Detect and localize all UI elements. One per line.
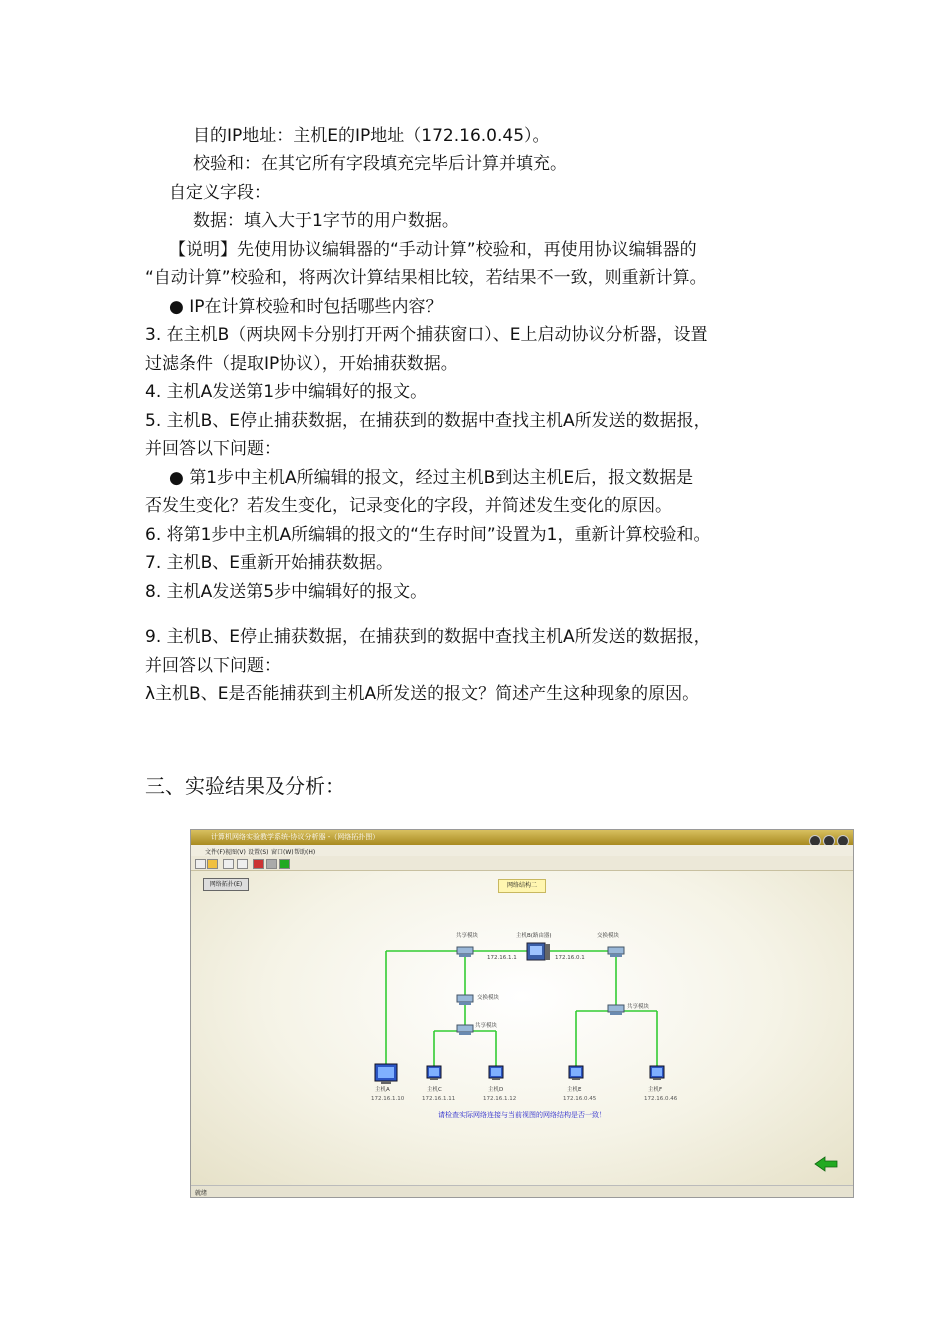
host-d-computer[interactable] (489, 1066, 503, 1080)
node-label: 交换模块 (597, 933, 620, 939)
text-line: “自动计算”校验和，将两次计算结果相比较，若结果不一致，则重新计算。 (145, 268, 707, 288)
address-label: 172.16.0.46 (644, 1096, 678, 1102)
address-label: 172.16.1.10 (371, 1096, 405, 1102)
text-line: 9. 主机B、E停止捕获数据，在捕获到的数据中查找主机A所发送的数据报， (145, 627, 711, 647)
status-bar (191, 1185, 853, 1197)
host-f-computer[interactable] (650, 1066, 664, 1080)
switch-module-mid[interactable] (457, 995, 473, 1005)
window-title: 计算机网络实验教学系统-协议分析器 -（网络拓扑图） (211, 833, 380, 841)
node-label: 主机C (427, 1087, 442, 1093)
host-a-computer[interactable] (375, 1064, 397, 1084)
menu-window[interactable]: 窗口(W) (271, 849, 294, 856)
status-text: 就绪 (195, 1190, 208, 1197)
topology-nav-button[interactable]: 网络拓扑(E) (203, 878, 249, 891)
address-label: 172.16.0.1 (555, 955, 585, 961)
menu-help[interactable]: 帮助(H) (294, 849, 316, 856)
host-c-computer[interactable] (427, 1066, 441, 1080)
back-arrow-icon[interactable] (815, 1157, 837, 1171)
text-line: 7. 主机B、E重新开始捕获数据。 (145, 553, 394, 573)
open-icon[interactable] (207, 859, 218, 869)
save-icon[interactable] (223, 859, 234, 869)
host-e-computer[interactable] (569, 1066, 583, 1080)
text-line: 目的IP地址：主机E的IP地址（172.16.0.45）。 (193, 126, 550, 146)
topology-canvas (191, 871, 853, 1185)
menu-settings[interactable]: 设置(S) (248, 849, 269, 856)
menu-bar (191, 845, 853, 856)
text-line: 5. 主机B、E停止捕获数据，在捕获到的数据中查找主机A所发送的数据报， (145, 411, 711, 431)
text-line: ● IP在计算校验和时包括哪些内容？ (169, 297, 443, 317)
text-line: 8. 主机A发送第5步中编辑好的报文。 (145, 582, 428, 602)
text-line: 【说明】先使用协议编辑器的“手动计算”校验和，再使用协议编辑器的 (169, 240, 697, 260)
text-line: 3. 在主机B（两块网卡分别打开两个捕获窗口）、E上启动协议分析器，设置 (145, 325, 708, 345)
address-label: 172.16.1.1 (487, 955, 517, 961)
text-line: 过滤条件（提取IP协议），开始捕获数据。 (145, 354, 458, 374)
text-line: ● 第1步中主机A所编辑的报文，经过主机B到达主机E后，报文数据是 (169, 468, 694, 488)
topology-notice: 请检查实际网络连接与当前视图的网络结构是否一致！ (438, 1111, 606, 1119)
embedded-screenshot (190, 829, 854, 1198)
text-line: λ主机B、E是否能捕获到主机A所发送的报文？简述产生这种现象的原因。 (145, 684, 700, 704)
text-line: 自定义字段： (169, 183, 271, 203)
text-line: 校验和：在其它所有字段填充完毕后计算并填充。 (193, 154, 567, 174)
switch-module-right[interactable] (608, 947, 624, 957)
text-line: 否发生变化？若发生变化，记录变化的字段，并简述发生变化的原因。 (145, 496, 672, 516)
text-line: 并回答以下问题： (145, 439, 281, 459)
node-label: 共享模块 (456, 933, 479, 939)
text-line: 4. 主机A发送第1步中编辑好的报文。 (145, 382, 428, 402)
text-line: 数据：填入大于1字节的用户数据。 (193, 211, 459, 231)
menu-file[interactable]: 文件(F) (205, 849, 226, 856)
address-label: 172.16.1.11 (422, 1096, 456, 1102)
capture-icon[interactable] (253, 859, 264, 869)
shared-module-right[interactable] (608, 1005, 624, 1015)
node-label: 主机F (648, 1087, 663, 1093)
print-icon[interactable] (237, 859, 248, 869)
shared-module-mid[interactable] (457, 1025, 473, 1035)
toolbar (191, 856, 853, 871)
address-label: 172.16.1.12 (483, 1096, 517, 1102)
text-line: 6. 将第1步中主机A所编辑的报文的“生存时间”设置为1，重新计算校验和。 (145, 525, 711, 545)
text-line: 并回答以下问题： (145, 656, 281, 676)
window-titlebar (191, 830, 853, 845)
node-label: 共享模块 (627, 1004, 650, 1010)
node-label: 主机E (567, 1087, 582, 1093)
node-label: 主机B(路由器) (516, 933, 552, 939)
topology-label: 网络结构二 (498, 879, 546, 893)
new-icon[interactable] (195, 859, 206, 869)
address-label: 172.16.0.45 (563, 1096, 597, 1102)
menu-view[interactable]: 视图(V) (225, 849, 246, 856)
topology-icon[interactable] (279, 859, 290, 869)
node-label: 主机A (375, 1087, 390, 1093)
node-label: 主机D (488, 1087, 504, 1093)
shared-module-top[interactable] (457, 947, 473, 957)
node-label: 共享模块 (475, 1023, 498, 1029)
router-host-b[interactable] (527, 943, 550, 960)
options-icon[interactable] (266, 859, 277, 869)
topology-diagram (191, 871, 853, 1185)
node-label: 交换模块 (477, 995, 500, 1001)
section-heading: 三、实验结果及分析： (145, 774, 345, 798)
